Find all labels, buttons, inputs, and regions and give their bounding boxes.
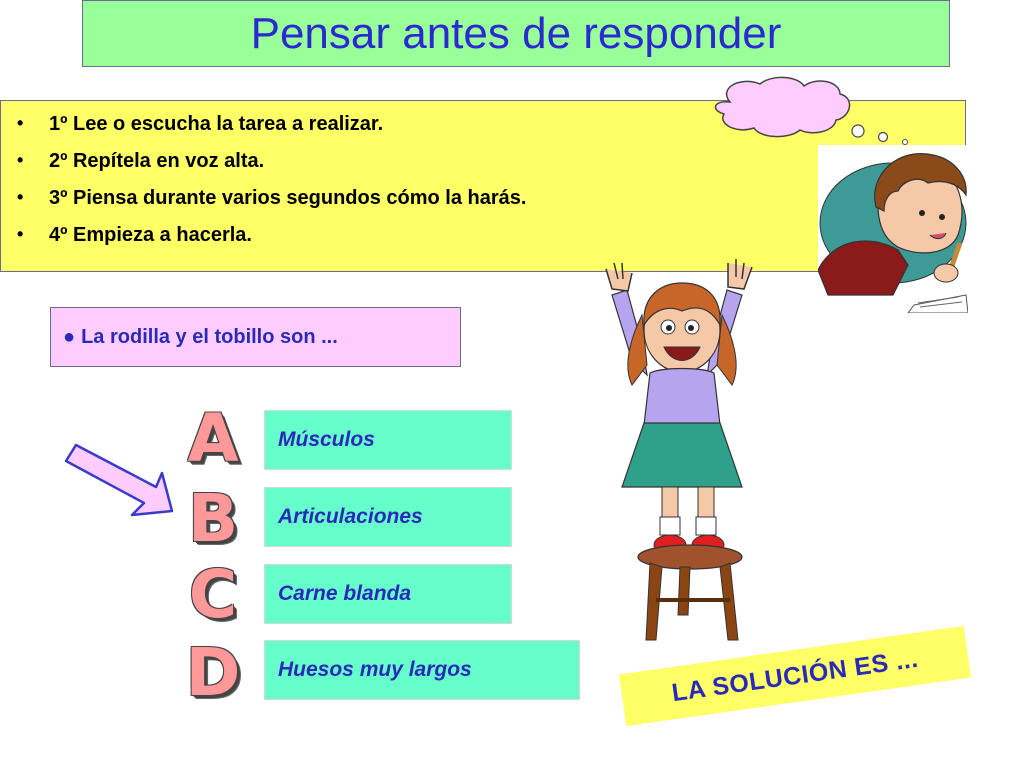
question-bullet: ●: [63, 325, 76, 348]
page-title: Pensar antes de responder: [250, 8, 782, 58]
option-letter-d: D: [185, 634, 241, 711]
option-d-button[interactable]: Huesos muy largos: [264, 640, 580, 700]
step-text: 2º Repítela en voz alta.: [49, 150, 265, 172]
question-text: La rodilla y el tobillo son ...: [81, 325, 338, 348]
bullet: •: [17, 113, 24, 133]
bullet: •: [17, 224, 24, 244]
step-text: 1º Lee o escucha la tarea a realizar.: [49, 113, 384, 135]
pointer-arrow-icon: [60, 435, 180, 520]
option-a-button[interactable]: Músculos: [264, 410, 512, 470]
title-banner: [82, 0, 950, 67]
option-letter-c: C: [188, 556, 238, 633]
step-text: 3º Piensa durante varios segundos cómo la harás.: [49, 187, 527, 209]
option-letter-b: B: [187, 480, 239, 557]
girl-on-stool-illustration: [592, 255, 772, 645]
question-box: [50, 307, 461, 367]
solution-text: LA SOLUCIÓN ES ...: [670, 644, 920, 707]
option-c-button[interactable]: Carne blanda: [264, 564, 512, 624]
thought-bubble-icon: [700, 74, 920, 154]
boy-writing-illustration: [818, 145, 968, 313]
bullet: •: [17, 187, 24, 207]
step-text: 4º Empieza a hacerla.: [49, 224, 252, 246]
option-letter-a: A: [187, 400, 239, 477]
bullet: •: [17, 150, 24, 170]
option-b-button[interactable]: Articulaciones: [264, 487, 512, 547]
